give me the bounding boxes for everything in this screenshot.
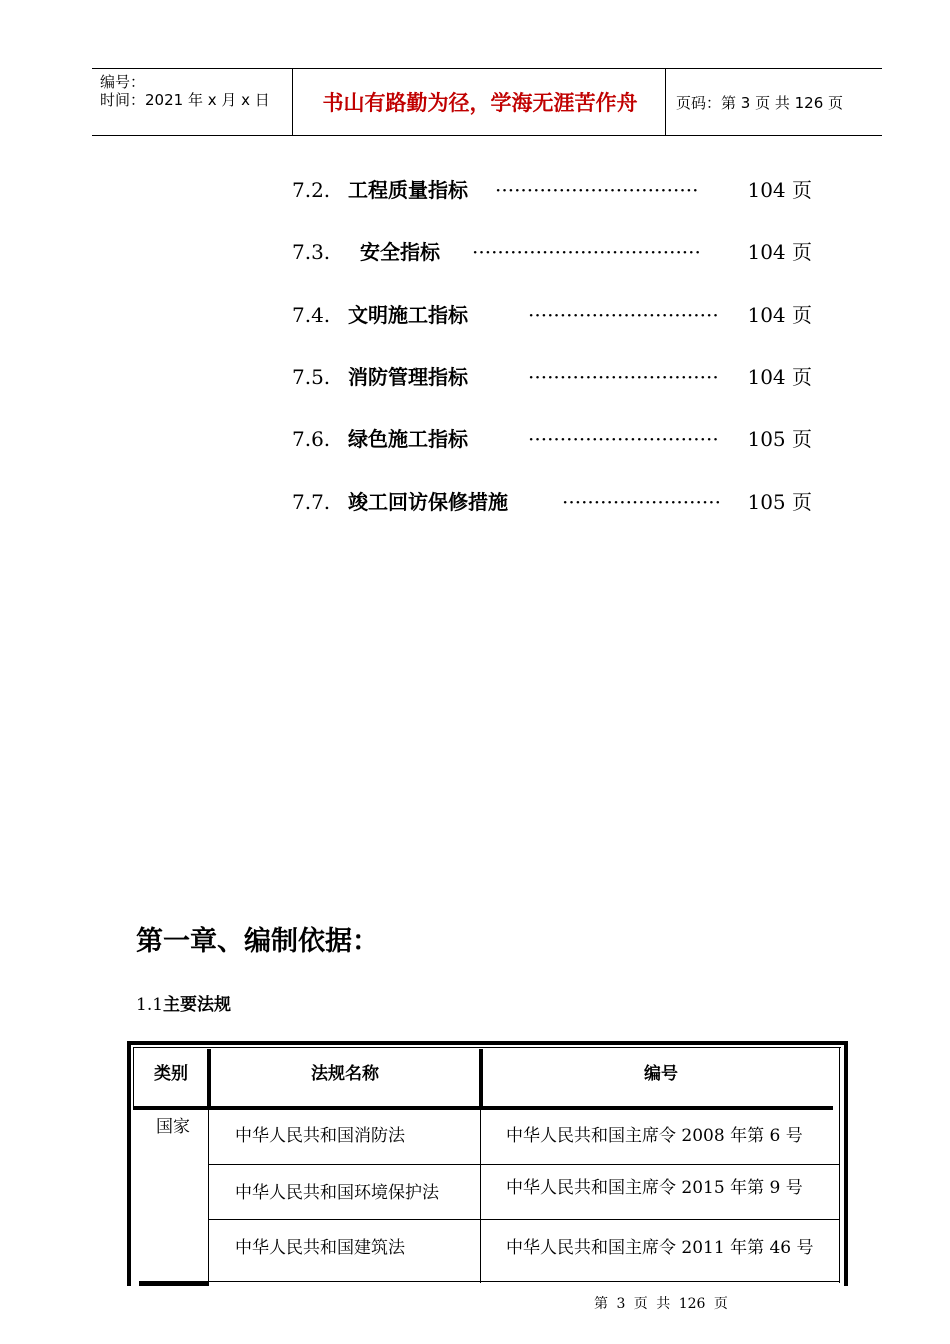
table-row-rule — [208, 1219, 840, 1220]
toc-entry[interactable] — [292, 485, 812, 519]
toc-title: 绿色施工指标 — [348, 427, 468, 451]
toc-number: 7.3. — [292, 240, 331, 264]
toc-title: 安全指标 — [360, 240, 440, 264]
toc-leader-dots: ························· — [562, 490, 721, 514]
toc-number: 7.5. — [292, 365, 331, 389]
header-bottom-rule — [92, 135, 882, 136]
header-divider — [292, 69, 293, 136]
table-border — [127, 1041, 131, 1286]
table-inner-border — [133, 1047, 841, 1048]
header-motto: 书山有路勤为径，学海无涯苦作舟 — [322, 90, 638, 115]
toc-page-number: 104 页 — [747, 303, 812, 327]
toc-leader-dots: ···································· — [472, 240, 701, 264]
section-heading — [136, 992, 231, 1018]
toc-leader-dots: ······························ — [528, 427, 719, 451]
toc-number: 7.7. — [292, 490, 331, 514]
table-row-rule — [208, 1164, 840, 1165]
table-row-rule — [208, 1281, 840, 1282]
header-number-label: 编号： — [100, 73, 146, 91]
table-column-divider — [480, 1110, 481, 1283]
table-header-category: 类别 — [154, 1064, 188, 1084]
law-code-cell: 中华人民共和国主席令 2015 年第 9 号 — [506, 1178, 803, 1198]
table-header-name: 法规名称 — [311, 1064, 379, 1084]
table-inner-border — [839, 1047, 840, 1283]
table-column-divider — [208, 1110, 209, 1286]
law-table — [127, 1041, 848, 1286]
table-header-rule — [133, 1106, 833, 1110]
header-time-label: 时间：2021 年 x 月 x 日 — [100, 91, 270, 109]
table-header-code: 编号 — [644, 1064, 678, 1084]
toc-title: 竣工回访保修措施 — [348, 490, 508, 514]
header-top-rule — [92, 68, 882, 69]
toc-number: 7.6. — [292, 427, 331, 451]
toc-entry[interactable] — [292, 173, 812, 207]
chapter-title: 第一章、编制依据： — [136, 926, 379, 957]
table-border — [127, 1041, 848, 1045]
table-row-rule — [139, 1285, 209, 1286]
law-name-cell: 中华人民共和国建筑法 — [235, 1238, 405, 1258]
toc-page-number: 105 页 — [747, 490, 812, 514]
toc-entry[interactable] — [292, 422, 812, 456]
toc-title: 工程质量指标 — [348, 178, 468, 202]
toc-page-number: 105 页 — [747, 427, 812, 451]
section-number: 1.1 — [136, 995, 164, 1015]
table-border — [844, 1041, 848, 1286]
toc-number: 7.4. — [292, 303, 331, 327]
toc-page-number: 104 页 — [747, 365, 812, 389]
table-category-cell: 国家 — [156, 1117, 190, 1137]
law-name-cell: 中华人民共和国环境保护法 — [235, 1183, 439, 1203]
law-code-cell: 中华人民共和国主席令 2011 年第 46 号 — [506, 1238, 814, 1258]
toc-entry[interactable] — [292, 360, 812, 394]
toc-entry[interactable] — [292, 298, 812, 332]
toc-leader-dots: ······························ — [528, 365, 719, 389]
toc-page-number: 104 页 — [747, 240, 812, 264]
toc-number: 7.2. — [292, 178, 331, 202]
law-name-cell: 中华人民共和国消防法 — [235, 1126, 405, 1146]
toc-title: 文明施工指标 — [348, 303, 468, 327]
toc-entry[interactable] — [292, 235, 812, 269]
toc-page-number: 104 页 — [747, 178, 812, 202]
law-code-cell: 中华人民共和国主席令 2008 年第 6 号 — [506, 1126, 803, 1146]
page-footer: 第 3 页 共 126 页 — [594, 1296, 728, 1312]
header-page-info: 页码：第 3 页 共 126 页 — [676, 94, 844, 112]
toc-leader-dots: ································ — [495, 178, 699, 202]
toc-leader-dots: ······························ — [528, 303, 719, 327]
section-title: 主要法规 — [163, 995, 232, 1015]
toc-title: 消防管理指标 — [348, 365, 468, 389]
